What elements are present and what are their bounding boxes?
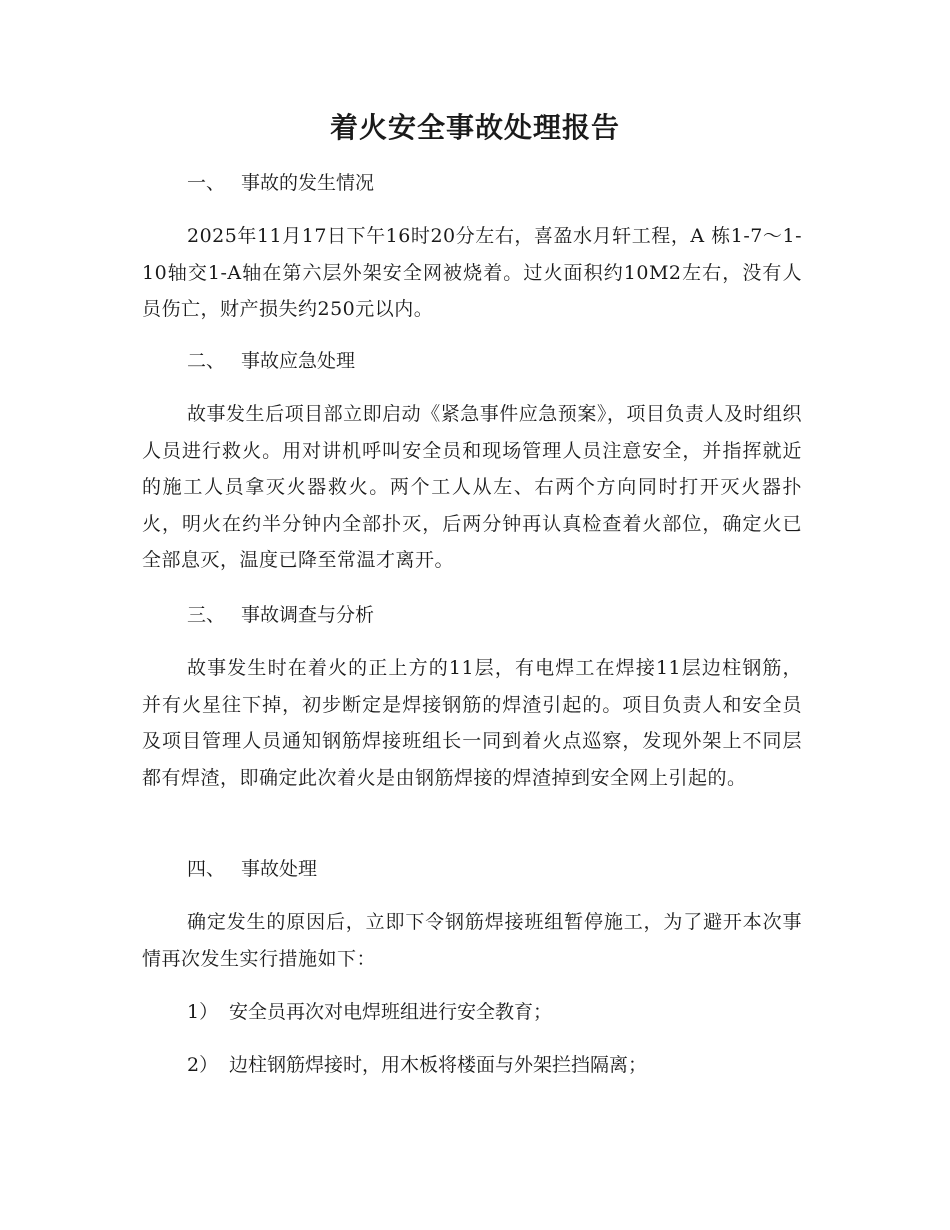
section-heading-1 (187, 168, 374, 198)
section-number: 三、 (187, 604, 226, 626)
section-heading-text: 事故应急处理 (241, 350, 356, 372)
measure-number: 2） (187, 1054, 219, 1076)
section-heading-4 (187, 854, 317, 884)
section-number: 一、 (187, 172, 226, 194)
section-heading-text: 事故调查与分析 (241, 604, 375, 626)
section-3-paragraph: 故事发生时在着火的正上方的11层，有电焊工在焊接11层边柱钢筋，并有火星往下掉，初步断定是焊接钢筋的焊渣引起的。项目负责人和安全员及项目管理人员通知钢筋焊接班组长一同到着火点巡察，发现外架上不同层都有焊渣，即确定此次着火是由钢筋焊接的焊渣掉到安全网上引起的。 (142, 657, 802, 789)
measure-item-2 (187, 1050, 647, 1080)
document-title: 着火安全事故处理报告 (329, 111, 620, 144)
section-number: 二、 (187, 350, 226, 372)
section-4-paragraph: 确定发生的原因后，立即下令钢筋焊接班组暂停施工，为了避开本次事情再次发生实行措施如下： (142, 911, 802, 970)
section-heading-text: 事故的发生情况 (241, 172, 375, 194)
section-heading-text: 事故处理 (241, 858, 318, 880)
section-heading-3 (187, 600, 374, 630)
measure-text: 安全员再次对电焊班组进行安全教育； (229, 1001, 553, 1023)
measure-item-1 (187, 997, 552, 1027)
section-number: 四、 (187, 858, 226, 880)
section-heading-2 (187, 346, 355, 376)
section-1-paragraph: 2025年11月17日下午16时20分左右，喜盈水月轩工程，A 栋1-7～1-10轴交1-A轴在第六层外架安全网被烧着。过火面积约10M2左右，没有人员伤亡，财产损失约250元以内。 (142, 225, 802, 320)
section-2-paragraph: 故事发生后项目部立即启动《紧急事件应急预案》，项目负责人及时组织人员进行救火。用对讲机呼叫安全员和现场管理人员注意安全，并指挥就近的施工人员拿灭火器救火。两个工人从左、右两个方向同时打开灭火器扑火，明火在约半分钟内全部扑灭，后两分钟再认真检查着火部位，确定火已全部息灭，温度已降至常温才离开。 (142, 403, 802, 571)
measure-text: 边柱钢筋焊接时，用木板将楼面与外架拦挡隔离； (229, 1054, 648, 1076)
measure-number: 1） (187, 1001, 219, 1023)
